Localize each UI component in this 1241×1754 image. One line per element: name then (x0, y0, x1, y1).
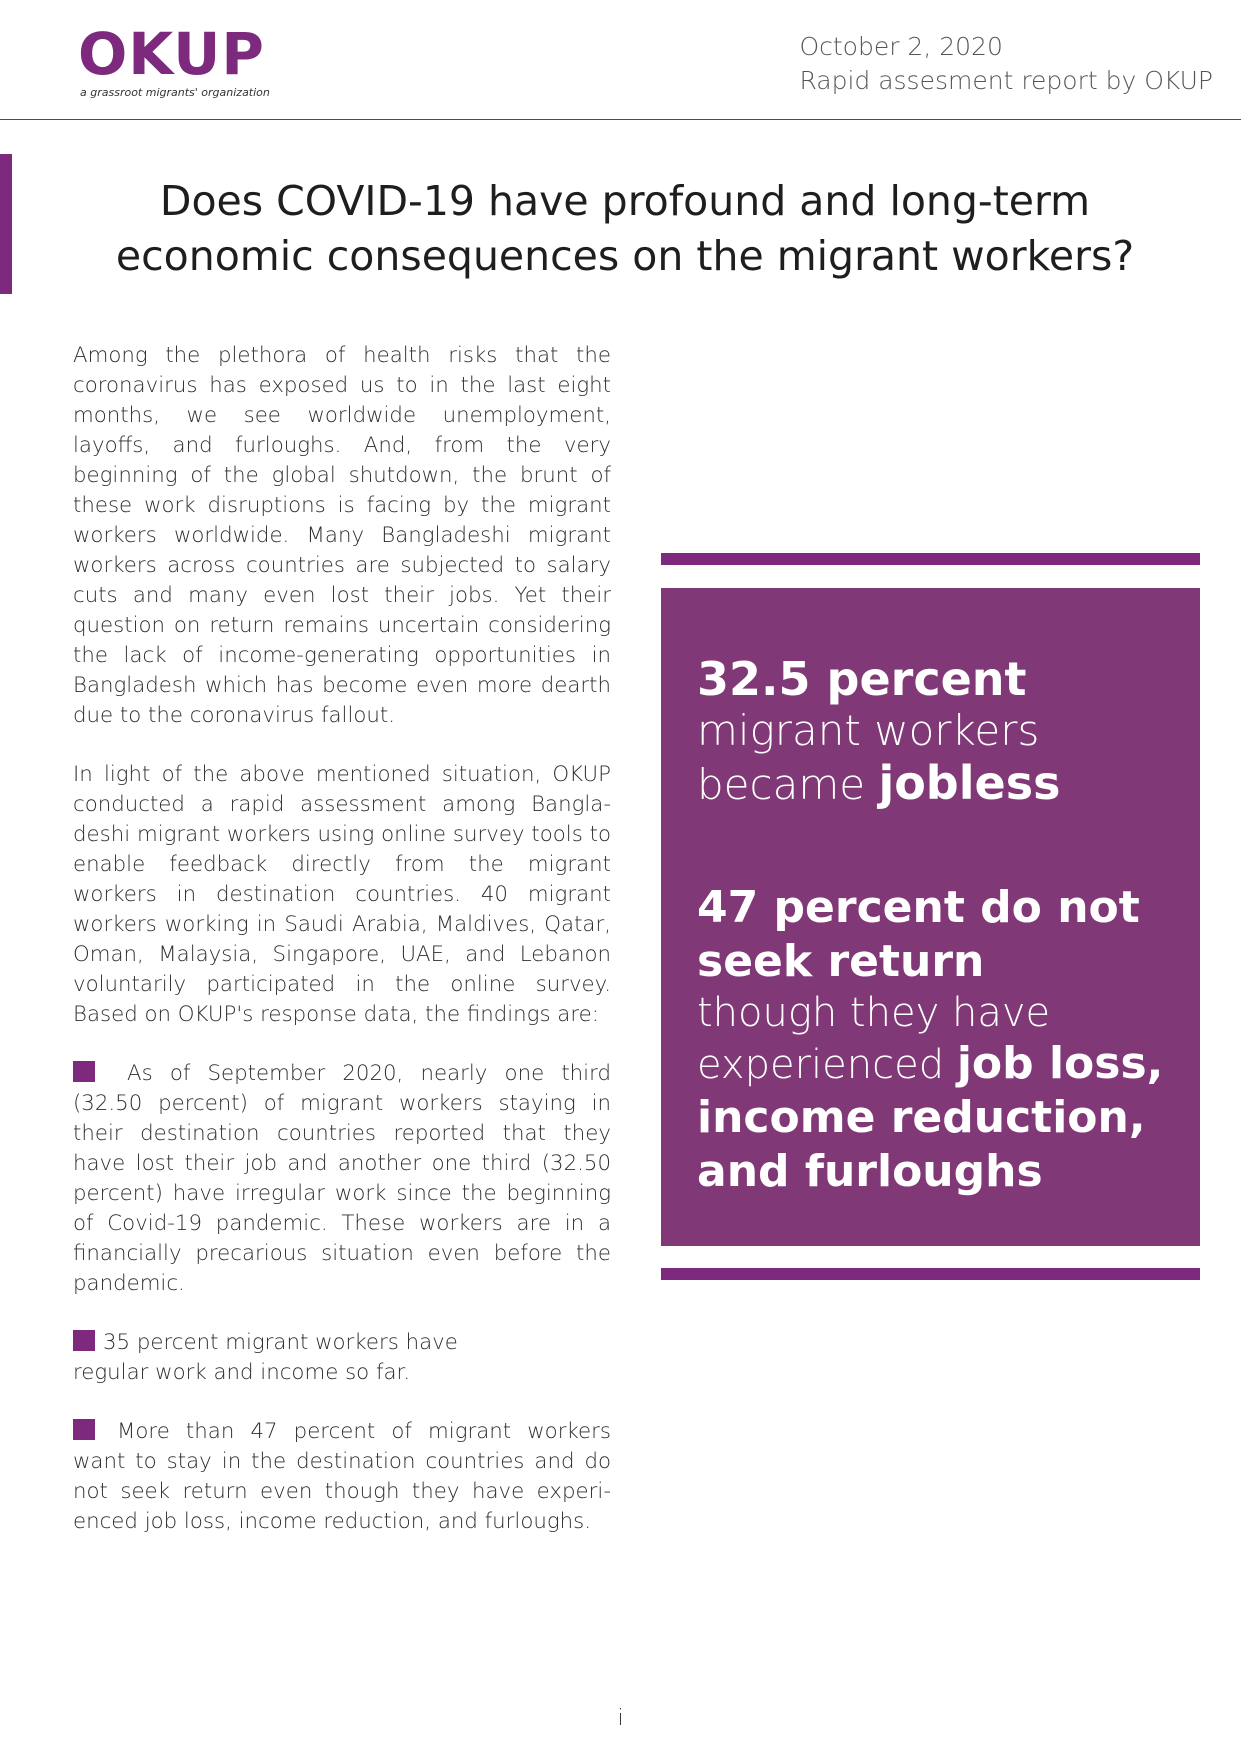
stat-subtext (697, 1037, 1170, 1091)
stat-emphasis: job loss, (956, 1038, 1164, 1089)
finding-text: More than 47 percent of migrant workers want to stay in the destination countries and do not seek return even though they have experienced job loss, income reduction, and furloughs. (73, 1419, 611, 1534)
callout-bottom-stripe (661, 1268, 1200, 1280)
stat-subtext (697, 757, 1170, 811)
stat-subtext-lead: became (697, 760, 879, 809)
report-meta (799, 30, 1213, 98)
stat-headline: 32.5 percent (697, 652, 1027, 706)
title-accent-bar (0, 154, 12, 294)
okup-logo (78, 20, 270, 99)
title-line-2: economic consequences on the migrant workers? (115, 232, 1135, 280)
stat-subtext: migrant workers (697, 706, 1040, 755)
report-date: October 2, 2020 (799, 32, 1003, 61)
stat-emphasis: and furloughs (697, 1146, 1043, 1197)
intro-paragraph: Among the plethora of health risks that the coronavirus has exposed us to in the last eight months, we see worldwide unemployment, layoffs, and furloughs. And, from the very beginning of the global shutdown, the brunt of these work disruptions is facing by the migrant workers worldwide. Many Bangladeshi migrant workers across countries are subjected to salary cuts and many even lost their jobs. Yet their question on return remains uncertain considering the lack of income-generating opportunities in Bangladesh which has become even more dearth due to the coronavirus fallout. (73, 343, 611, 728)
finding-text: As of September 2020, nearly one third (32.50 percent) of migrant workers staying in their destination countries reported that they have lost their job and another one third (32.50 percent) have irregular work since the beginning of Covid-19 pandemic. These workers are in a financially precarious situation even before the pandemic. (73, 1061, 611, 1296)
bullet-square-icon (73, 1419, 95, 1440)
stat-headline: seek return (697, 936, 985, 987)
key-stats-callout (661, 588, 1200, 1246)
stat-emphasis: income reduction, (697, 1092, 1146, 1143)
page-title (40, 174, 1210, 284)
finding-text: 35 percent migrant workers have regular work and income so far. (73, 1330, 458, 1385)
logo-tagline: a grassroot migrants' organization (80, 86, 270, 99)
title-line-1: Does COVID-19 have profound and long-term (159, 177, 1091, 225)
stat-headline: 47 percent do not (697, 882, 1140, 933)
stat-emphasis: jobless (878, 756, 1061, 810)
finding-item (73, 1059, 611, 1299)
stat-no-return (697, 881, 1170, 1199)
header-divider (0, 119, 1241, 120)
finding-item (73, 1328, 503, 1388)
report-label: Rapid assesment report by OKUP (799, 66, 1213, 95)
bullet-square-icon (73, 1330, 95, 1351)
stat-subtext: though they have (697, 990, 1051, 1036)
stat-subtext-lead: experienced (697, 1042, 957, 1088)
body-column (73, 341, 611, 1566)
callout-top-stripe (661, 553, 1200, 565)
finding-item (73, 1417, 611, 1537)
page-number: i (617, 1706, 624, 1731)
bullet-square-icon (73, 1061, 95, 1082)
method-paragraph: In light of the above mentioned situation, OKUP conducted a rapid assessment among Bangladeshi migrant workers using online survey tools to enable feedback directly from the migrant workers in destination countries. 40 migrant workers working in Saudi Arabia, Maldives, Qatar, Oman, Malaysia, Singapore, UAE, and Lebanon voluntarily participated in the online survey. Based on OKUP's response data, the findings are: (73, 762, 611, 1027)
stat-jobless (697, 653, 1170, 811)
logo-wordmark: OKUP (78, 20, 265, 88)
